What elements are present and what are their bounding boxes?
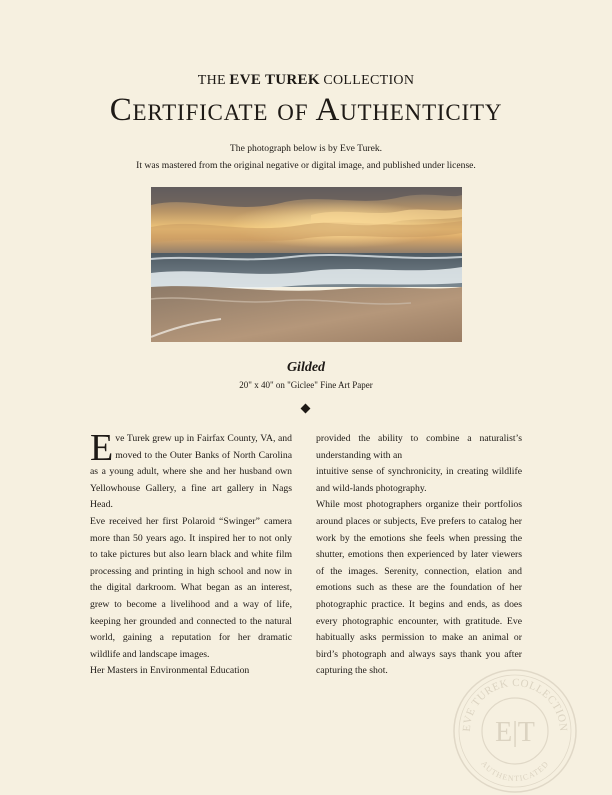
artwork-photo	[151, 187, 462, 342]
intro-text	[0, 140, 612, 174]
seal-monogram: E|T	[495, 717, 535, 748]
bio-paragraph: provided the ability to combine a naturalist’s understanding with an	[316, 433, 522, 461]
kicker-post: COLLECTION	[323, 73, 415, 88]
bio-paragraph: intuitive sense of synchronicity, in creating wildlife and wild-lands photography.	[316, 466, 522, 494]
collection-kicker	[0, 72, 612, 89]
bio-column-right	[316, 431, 522, 680]
bio-paragraph	[90, 427, 292, 514]
kicker-pre: THE	[197, 73, 226, 88]
page-title: Certificate of Authenticity	[109, 92, 503, 128]
bio-column-left	[90, 427, 292, 680]
artwork-spec: 20" x 40" on "Giclee" Fine Art Paper	[239, 380, 373, 390]
artwork-title: Gilded	[286, 360, 326, 375]
bio-paragraph: Eve received her first Polaroid “Swinger” camera more than 50 years ago. It inspired her to not only to take pictures but also learn black and white film processing and printing in high school and now in the digital darkroom. What began as an interest, grew to become a livelihood and a way of life, keeping her grounded and connected to the natural world, gaining a reputation for her dramatic wildlife and landscape images.	[90, 515, 292, 660]
diamond-divider	[301, 404, 311, 414]
bio-paragraph-text: ve Turek grew up in Fairfax County, VA, and moved to the Outer Banks of North Carolina as a young adult, where she and her husband own Yellowhouse Gallery, a fine art gallery in Nags Head.	[90, 433, 292, 511]
seal-top-text: EVE TUREK COLLECTION	[460, 676, 570, 733]
authentication-seal	[451, 667, 579, 795]
drop-cap: E	[90, 427, 114, 469]
intro-line-2: It was mastered from the original negative or digital image, and published under license.	[136, 160, 476, 171]
intro-line-1: The photograph below is by Eve Turek.	[229, 143, 383, 154]
kicker-brand: EVE TUREK	[229, 72, 320, 88]
bio-paragraph: While most photographers organize their portfolios around places or subjects, Eve prefers to catalog her work by the emotions she feels when pressing the shutter, emotions then experienced by later viewers of the images. Serenity, connection, elation and emotions such as these are the foundation of her photographic practice. It begins and ends, as does every photographic encounter, with gratitude. Eve habitually asks permission to make an animal or bird’s photograph and always says thank you after capturing the shot.	[316, 499, 522, 677]
svg-text:AUTHENTICATED	[479, 759, 550, 783]
seal-bottom-text: AUTHENTICATED	[479, 759, 551, 784]
bio-paragraph: Her Masters in Environmental Education	[90, 665, 250, 677]
